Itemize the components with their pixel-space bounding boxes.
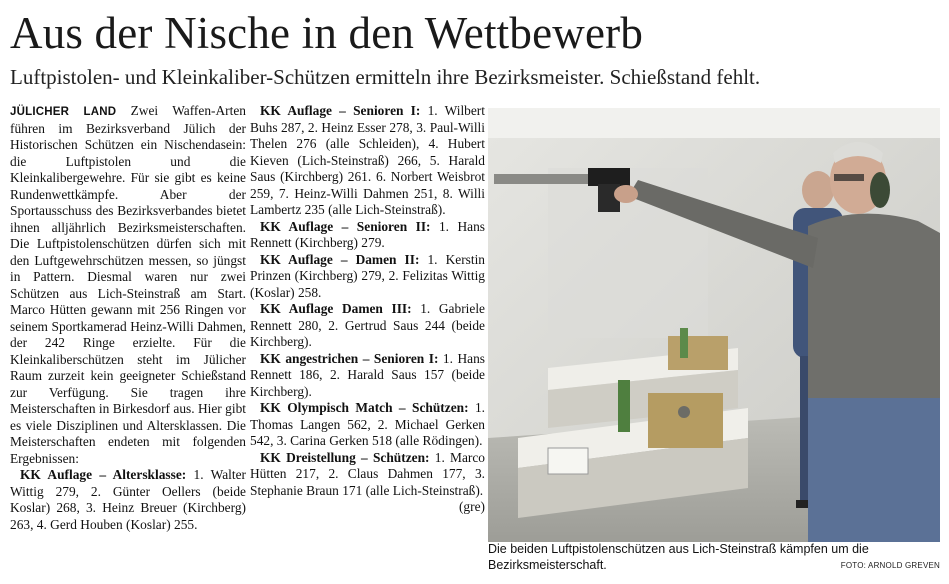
- news-photo: [488, 108, 940, 542]
- result-entry: [250, 301, 485, 351]
- ear-protector-icon: [870, 172, 890, 208]
- result-text: 1. Hans Rennett (Kirchberg) 279.: [250, 218, 485, 250]
- caption-text: Die beiden Luftpistolenschützen aus Lich-Steinstraß kämpfen um die Bezirksmeisterschaft.: [488, 542, 869, 572]
- result-heading: KK Auflage Damen III:: [260, 301, 412, 316]
- result-heading: KK Olympisch Match – Schützen:: [260, 400, 469, 415]
- result-entry: [250, 351, 485, 401]
- photo-credit: FOTO: ARNOLD GREVEN: [840, 560, 940, 570]
- pistol-barrel: [494, 174, 604, 184]
- result-heading: KK Auflage – Damen II:: [260, 251, 420, 267]
- author-tag: (gre): [458, 499, 485, 514]
- front-shooter-jeans: [808, 398, 940, 542]
- result-heading: KK Auflage – Senioren I:: [260, 103, 421, 118]
- shooters-illustration: [488, 108, 940, 542]
- result-text: 1. Kerstin Prinzen (Kirchberg) 279, 2. Felizitas Wittig (Koslar) 258.: [250, 251, 485, 300]
- result-entry: [250, 103, 485, 219]
- subline: Luftpistolen- und Kleinkaliber-Schützen ermitteln ihre Bezirksmeister. Schießstand fehlt.: [10, 65, 761, 89]
- dateline: JÜLICHER LAND: [10, 106, 117, 118]
- result-text: 1. Marco Hütten 217, 2. Claus Dahmen 177, 3. Stephanie Braun 171 (alle Lich-Steinstraß).: [250, 449, 485, 498]
- photo-caption: [488, 542, 940, 573]
- result-text: 1. Hans Rennett 186, 2. Harald Saus 157 (beide Kirchberg).: [250, 350, 485, 399]
- front-shooter-jacket: [808, 214, 940, 403]
- article-intro: [10, 103, 246, 467]
- target-box: [668, 336, 728, 370]
- result-heading: KK angestrichen – Senioren I:: [260, 350, 439, 366]
- result-entry: [250, 400, 485, 450]
- result-entry: [250, 449, 485, 514]
- intro-text: Zwei Waffen-Arten führen im Bezirksverband Jülich der Historischen Schützen ein Nischendasein: die Luftpistolen und die Kleinkalibergewehre. Für sie gibt es keine Rundenwettkämpfe. Aber der Sportausschuss des Bezirksverbandes bietet ihnen alljährlich Bezirksmeisterschaften. Die Luftpistolenschützen dürfen sich mit den Luftgewehrschützen messen, so jüngst in Pattern. Diesmal waren nur zwei Schützen aus Lich-Steinstraß am Start. Marco Hütten gewann mit 256 Ringen vor seinem Sportkamerad Heinz-Willi Dahmen, der 242 Ringe erzielte. Für die Kleinkaliberschützen steht im Jülicher Raum zurzeit kein geeigneter Schießstand zur Verfügung. Sie tragen ihre Meisterschaften in Birkesdorf aus. Hier gibt es viele Disziplinen und Altersklassen. Die Meisterschaften endeten mit folgenden Ergebnissen:: [10, 103, 246, 466]
- pistol-grip: [588, 168, 630, 186]
- target-box-front: [648, 393, 723, 448]
- result-entry: [250, 252, 485, 302]
- result-text: 1. Wilbert Buhs 287, 2. Heinz Esser 278, 3. Paul-Willi Thelen 276 (alle Schleiden), 4. Hubert Kieven (Lich-Steinstraß) 266, 5. Harald Saus (Kirchberg) 261. 6. Norbert Weisbrot 259, 7. Heinz-Willi Dahmen 251, 8. Willi Lambertz 235 (alle Lich-Steinstraß).: [250, 103, 485, 217]
- result-text: 1. Gabriele Rennett 280, 2. Gertrud Saus 244 (beide Kirchberg).: [250, 301, 485, 349]
- headline: Aus der Nische in den Wettbewerb: [10, 8, 644, 58]
- article-column-2: [250, 103, 485, 516]
- result-heading: KK Dreistellung – Schützen:: [260, 449, 430, 465]
- result-text: 1. Walter Wittig 279, 2. Günter Oellers (beide Koslar) 268, 3. Heinz Breuer (Kirchberg) 263, 4. Gerd Houben (Koslar) 255.: [10, 467, 246, 532]
- result-heading: KK Auflage – Senioren II:: [260, 218, 431, 234]
- result-entry: [250, 219, 485, 252]
- result-heading: KK Auflage – Altersklasse:: [20, 467, 187, 482]
- article-column-1: [10, 103, 246, 533]
- result-text: 1. Thomas Langen 562, 2. Michael Gerken 542, 3. Carina Gerken 518 (alle Rödingen).: [250, 400, 485, 448]
- result-entry: [10, 467, 246, 533]
